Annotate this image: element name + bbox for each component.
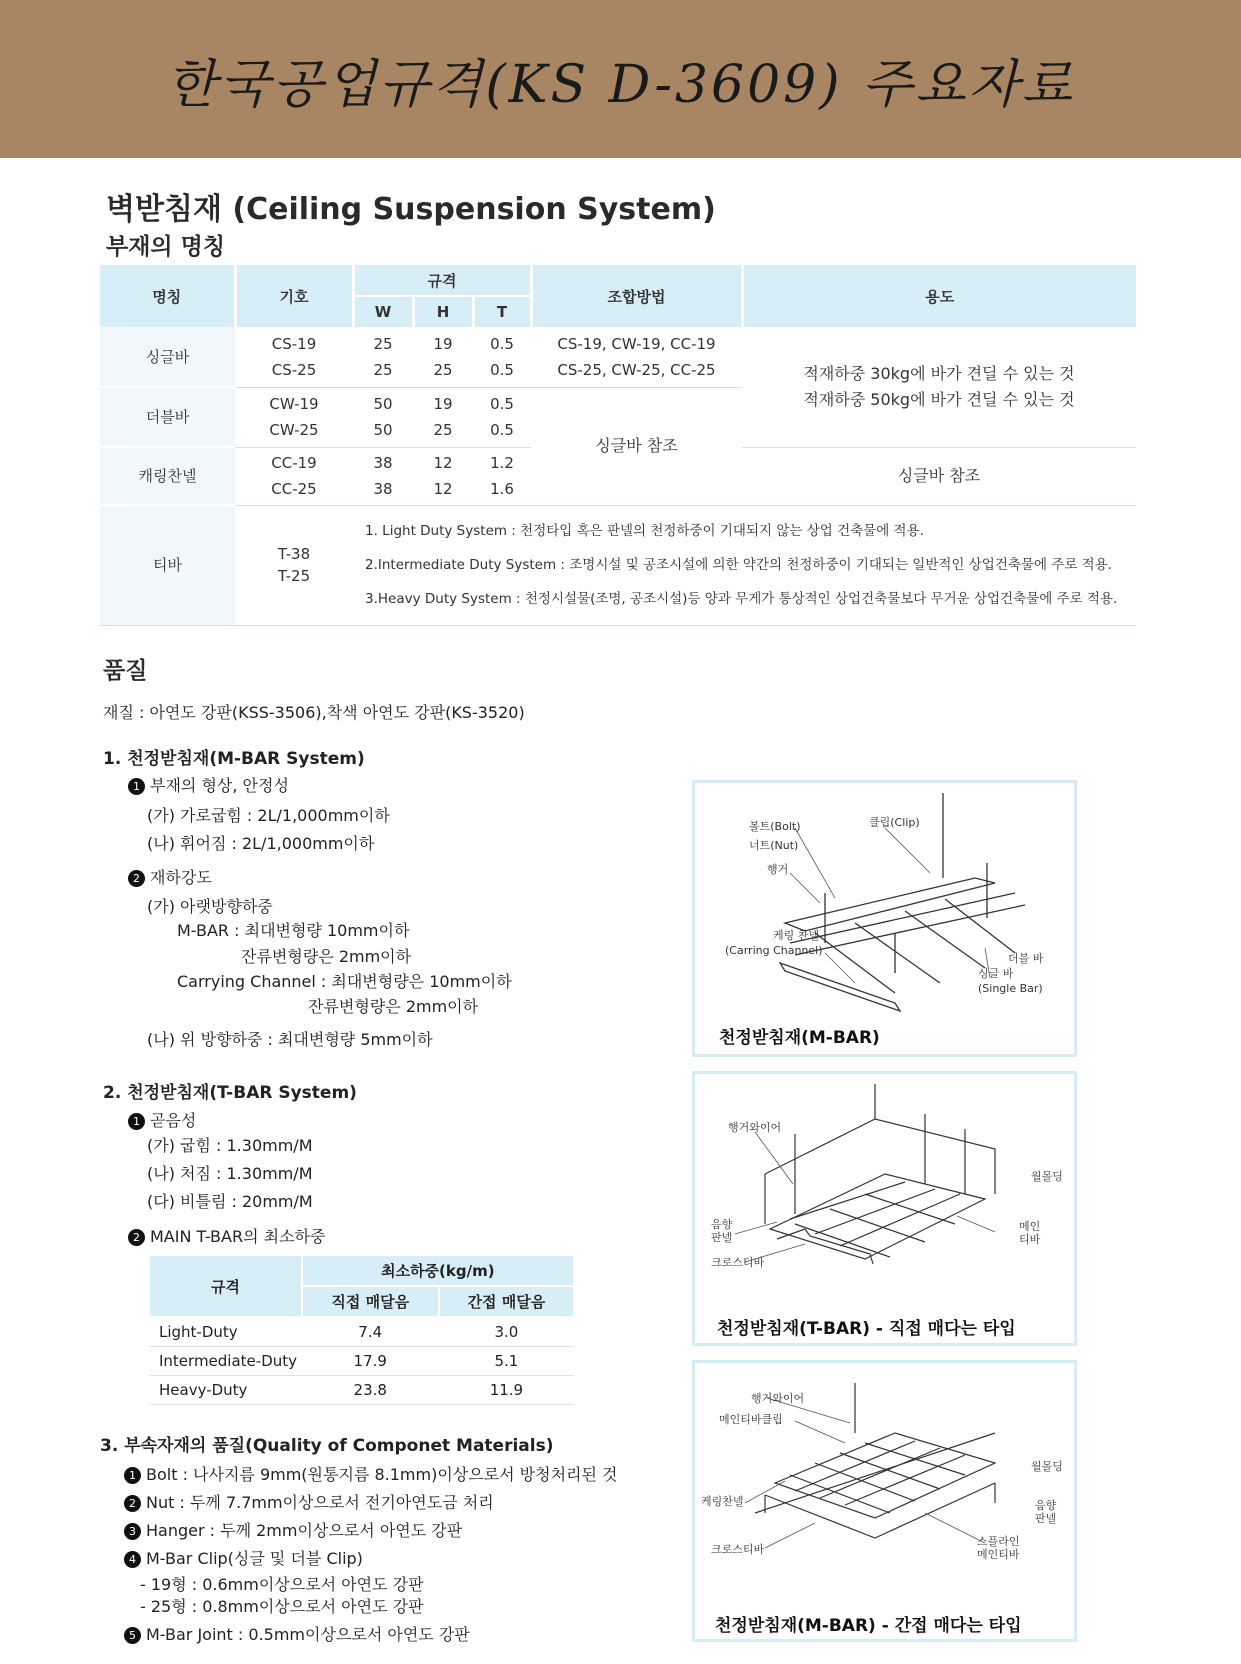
th-indirect: 간접 매달음	[439, 1286, 574, 1317]
cell-name: 캐링찬넬	[100, 447, 235, 505]
label-bolt: 볼트(Bolt)	[749, 820, 801, 833]
label-spline: 스플라인	[977, 1535, 1020, 1548]
s1-item1b: (나) 휘어짐 : 2L/1,000mm이하	[147, 834, 375, 853]
cell-t: 0.5 0.5	[473, 387, 531, 447]
label-single: 싱글 바	[978, 967, 1014, 980]
cell-name: 더블바	[100, 387, 235, 447]
names-heading: 부재의 명칭	[106, 234, 226, 260]
s2-item1a: (가) 굽힘 : 1.30mm/M	[147, 1136, 313, 1155]
s1-item2a: (가) 아랫방향하중	[147, 897, 273, 916]
th-combo: 조합방법	[531, 265, 742, 327]
label-cross: 크로스티바	[711, 1256, 765, 1269]
label-spline2: 메인티바	[977, 1548, 1020, 1561]
th-symbol: 기호	[235, 265, 353, 327]
spec-table	[100, 265, 1136, 626]
cell-symbol: CC-19 CC-25	[235, 447, 353, 505]
label-hangerwire: 행거와이어	[728, 1121, 782, 1134]
s1-item1: 1 부재의 형상, 안정성	[128, 773, 289, 796]
label-carrying-en: (Carring Channel)	[725, 944, 823, 957]
label-nut: 너트(Nut)	[749, 839, 799, 852]
th-t: T	[473, 296, 531, 327]
s1-title: 1. 천정받침재(M-BAR System)	[103, 749, 365, 769]
s3-item1: 1 Bolt : 나사지름 9mm(원통지름 8.1mm)이상으로서 방청처리된 것	[124, 1462, 618, 1485]
s2-item1b: (나) 처짐 : 1.30mm/M	[147, 1164, 313, 1183]
th-min-load: 최소하중(kg/m)	[302, 1255, 574, 1286]
label-hangerwire: 행거와이어	[751, 1392, 805, 1405]
label-main2: 티바	[1019, 1233, 1041, 1246]
th-h: H	[413, 296, 473, 327]
label-panel: 음향	[1035, 1499, 1057, 1512]
cell-h: 19 25	[413, 327, 473, 387]
tbar-direct-diagram	[695, 1074, 1074, 1343]
cell-direct: 17.9	[302, 1346, 439, 1375]
label-clip: 클립(Clip)	[869, 816, 920, 829]
th-name: 명칭	[100, 265, 235, 327]
cell-name: 싱글바	[100, 327, 235, 387]
s3-item3: 3 Hanger : 두께 2mm이상으로서 아연도 강판	[124, 1518, 462, 1541]
label-double: 더블 바	[1008, 952, 1044, 965]
s3-item4b: - 25형 : 0.8mm이상으로서 아연도 강판	[140, 1597, 424, 1616]
s3-item4: 4 M-Bar Clip(싱글 및 더블 Clip)	[124, 1546, 363, 1569]
cell-indirect: 5.1	[439, 1346, 574, 1375]
cell-combo: CS-19, CW-19, CC-19 CS-25, CW-25, CC-25	[531, 327, 742, 387]
s1-item2: 2 재하강도	[128, 865, 212, 888]
figure-caption: 천정받침재(M-BAR) - 간접 매다는 타입	[715, 1616, 1022, 1636]
cell-indirect: 3.0	[439, 1317, 574, 1346]
label-main: 메인	[1019, 1220, 1041, 1233]
label-panel2: 판넬	[711, 1231, 733, 1244]
cell-w: 50 50	[353, 387, 413, 447]
s2-title: 2. 천정받침재(T-BAR System)	[103, 1083, 357, 1103]
th-size: 규격	[353, 265, 531, 296]
s3-title: 3. 부속자재의 품질(Quality of Componet Materials)	[100, 1436, 554, 1456]
s1-item2a3: Carrying Channel : 최대변형량은 10mm이하	[177, 972, 512, 991]
cell-h: 19 25	[413, 387, 473, 447]
s1-item2a2: 잔류변형량은 2mm이하	[241, 947, 412, 966]
quality-heading: 품질	[103, 658, 148, 684]
figure-mbar	[692, 780, 1077, 1057]
label-panel: 음향	[711, 1218, 733, 1231]
th-w: W	[353, 296, 413, 327]
cell-w: 38 38	[353, 447, 413, 505]
material-text: 재질 : 아연도 강판(KSS-3506),착색 아연도 강판(KS-3520)	[103, 703, 525, 722]
cell-name: 티바	[100, 505, 235, 625]
s2-item1c: (다) 비틀림 : 20mm/M	[147, 1192, 313, 1211]
label-single-en: (Single Bar)	[978, 982, 1043, 995]
table-row	[100, 505, 1136, 625]
tbar-notes: 1. Light Duty System : 천정타입 혹은 판넬의 천정하중이 기대되지 않는 상업 건축물에 적용. 2.Intermediate Duty System : 조명시설 및 공조시설에 의한 약간의 천정하중이 기대되는 일반적인 상업건축물에 주로 적용. 3.Heavy Duty System : 천정시설물(조명, 공조시설)등 양과 무게가 통상적인 상업건축물보다 무거운 상업건축물에 주로 적용.	[353, 505, 1136, 625]
s1-item2b: (나) 위 방향하중 : 최대변형량 5mm이하	[147, 1030, 433, 1049]
table-row	[100, 327, 1136, 387]
section-title: 벽받침재 (Ceiling Suspension System)	[106, 192, 716, 227]
cell-indirect: 11.9	[439, 1375, 574, 1404]
th-spec: 규격	[149, 1255, 302, 1317]
table-row	[149, 1375, 574, 1404]
cell-w: 25 25	[353, 327, 413, 387]
cell-use-ref: 싱글바 참조	[742, 447, 1136, 505]
cell-spec: Light-Duty	[149, 1317, 302, 1346]
label-molding: 월몰딩	[1031, 1170, 1063, 1183]
figure-tbar-direct	[692, 1071, 1077, 1346]
cell-t: 1.2 1.6	[473, 447, 531, 505]
banner-title: 한국공업규격(KS D-3609) 주요자료	[166, 54, 1075, 115]
cell-use: 적재하중 30kg에 바가 견딜 수 있는 것 적재하중 50kg에 바가 견딜 수 있는 것	[742, 327, 1136, 447]
cell-t: 0.5 0.5	[473, 327, 531, 387]
figure-caption: 천정받침재(T-BAR) - 직접 매다는 타입	[717, 1319, 1016, 1339]
table-row	[149, 1317, 574, 1346]
s1-item1a: (가) 가로굽힘 : 2L/1,000mm이하	[147, 806, 390, 825]
th-use: 용도	[742, 265, 1136, 327]
label-carrying: 케링 찬넬	[773, 929, 820, 942]
s1-item2a1: M-BAR : 최대변형량 10mm이하	[177, 921, 410, 940]
cell-symbol: CW-19 CW-25	[235, 387, 353, 447]
cell-combo-ref: 싱글바 참조	[531, 387, 742, 505]
label-panel2: 판넬	[1035, 1512, 1057, 1525]
s2-item1: 1 곧음성	[128, 1108, 196, 1131]
label-hanger: 행거	[767, 863, 789, 876]
header-banner	[0, 0, 1241, 158]
cell-spec: Intermediate-Duty	[149, 1346, 302, 1375]
cell-direct: 7.4	[302, 1317, 439, 1346]
label-cross: 크로스티바	[711, 1543, 765, 1556]
figure-mbar-indirect	[692, 1360, 1077, 1642]
figure-caption: 천정받침재(M-BAR)	[719, 1028, 880, 1048]
cell-direct: 23.8	[302, 1375, 439, 1404]
cell-h: 12 12	[413, 447, 473, 505]
cell-symbol: T-38 T-25	[235, 505, 353, 625]
cell-spec: Heavy-Duty	[149, 1375, 302, 1404]
label-mainclip: 메인티바클립	[719, 1413, 783, 1426]
s1-item2a4: 잔류변형량은 2mm이하	[308, 997, 479, 1016]
s3-item5: 5 M-Bar Joint : 0.5mm이상으로서 아연도 강판	[124, 1622, 470, 1645]
s3-item2: 2 Nut : 두께 7.7mm이상으로서 전기아연도금 처리	[124, 1490, 494, 1513]
label-carrying: 케링찬넬	[701, 1495, 744, 1508]
s2-item2: 2 MAIN T-BAR의 최소하중	[128, 1224, 325, 1247]
cell-symbol: CS-19 CS-25	[235, 327, 353, 387]
label-molding: 월몰딩	[1031, 1460, 1063, 1473]
s3-item4a: - 19형 : 0.6mm이상으로서 아연도 강판	[140, 1575, 424, 1594]
min-load-table	[148, 1254, 575, 1405]
th-direct: 직접 매달음	[302, 1286, 439, 1317]
table-row	[149, 1346, 574, 1375]
